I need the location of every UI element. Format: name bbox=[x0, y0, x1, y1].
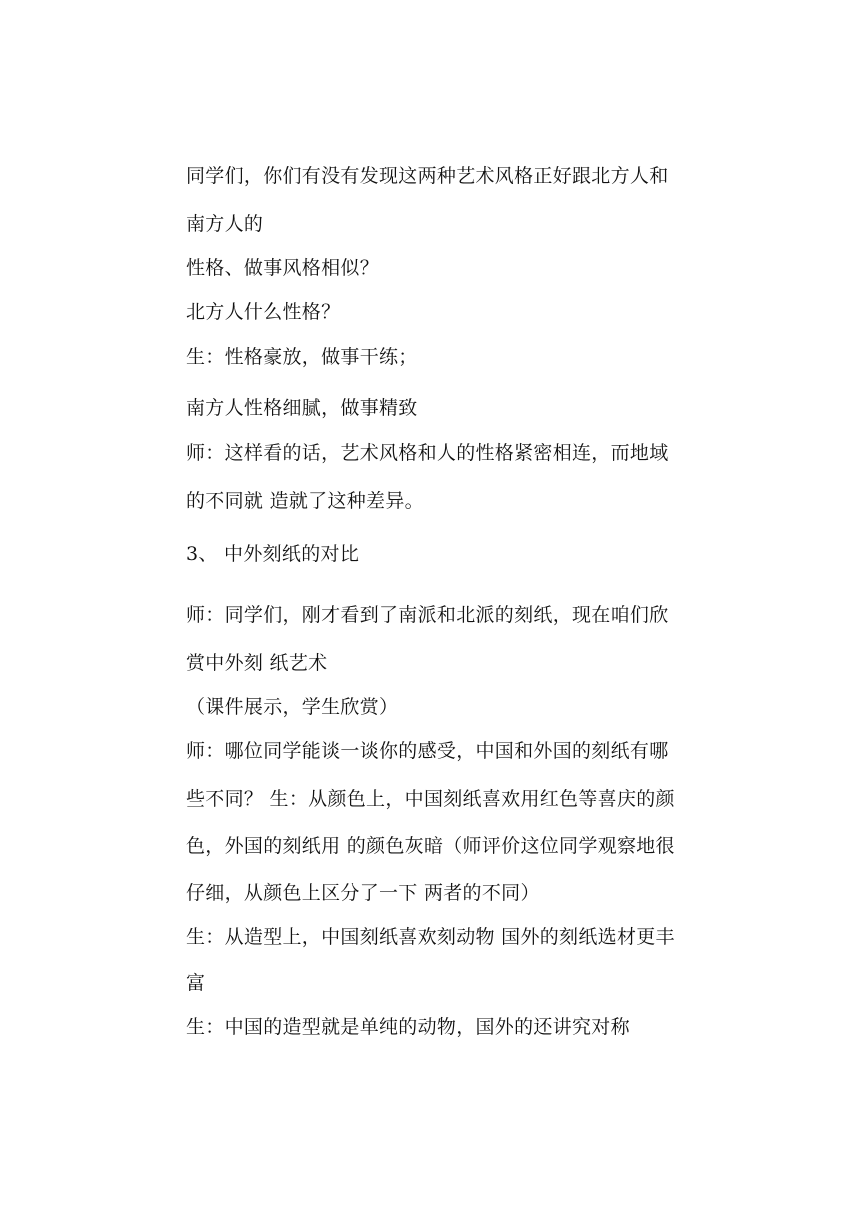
paragraph-line: 师：这样看的话，艺术风格和人的性格紧密相连，而地域 bbox=[186, 442, 669, 464]
paragraph-line: 师：哪位同学能谈一谈你的感受，中国和外国的刻纸有哪 bbox=[186, 740, 669, 762]
paragraph-line: 同学们，你们有没有发现这两种艺术风格正好跟北方人和 bbox=[186, 165, 669, 187]
paragraph-line: 北方人什么性格？ bbox=[186, 301, 341, 323]
section-heading: 3、 中外刻纸的对比 bbox=[186, 543, 360, 565]
paragraph-line: 的不同就 造就了这种差异。 bbox=[186, 490, 424, 512]
paragraph-line: 南方人的 bbox=[186, 213, 264, 235]
paragraph-line: 仔细，从颜色上区分了一下 两者的不同） bbox=[186, 882, 540, 904]
paragraph-line: 富 bbox=[186, 972, 206, 994]
paragraph-line: 性格、做事风格相似？ bbox=[186, 257, 380, 279]
paragraph-line: 些不同？ 生：从颜色上，中国刻纸喜欢用红色等喜庆的颜 bbox=[186, 788, 675, 810]
paragraph-line: 生：从造型上，中国刻纸喜欢刻动物 国外的刻纸选材更丰 bbox=[186, 926, 675, 948]
paragraph-line: 生：性格豪放，做事干练； bbox=[186, 346, 418, 368]
paragraph-line: 赏中外刻 纸艺术 bbox=[186, 652, 328, 674]
paragraph-line: 师：同学们，刚才看到了南派和北派的刻纸，现在咱们欣 bbox=[186, 604, 669, 626]
paragraph-line: 生：中国的造型就是单纯的动物，国外的还讲究对称 bbox=[186, 1016, 630, 1038]
paragraph-line: 南方人性格细腻，做事精致 bbox=[186, 397, 418, 419]
paragraph-line: 色，外国的刻纸用 的颜色灰暗（师评价这位同学观察地很 bbox=[186, 835, 675, 857]
paragraph-line: （课件展示，学生欣赏） bbox=[186, 696, 399, 718]
